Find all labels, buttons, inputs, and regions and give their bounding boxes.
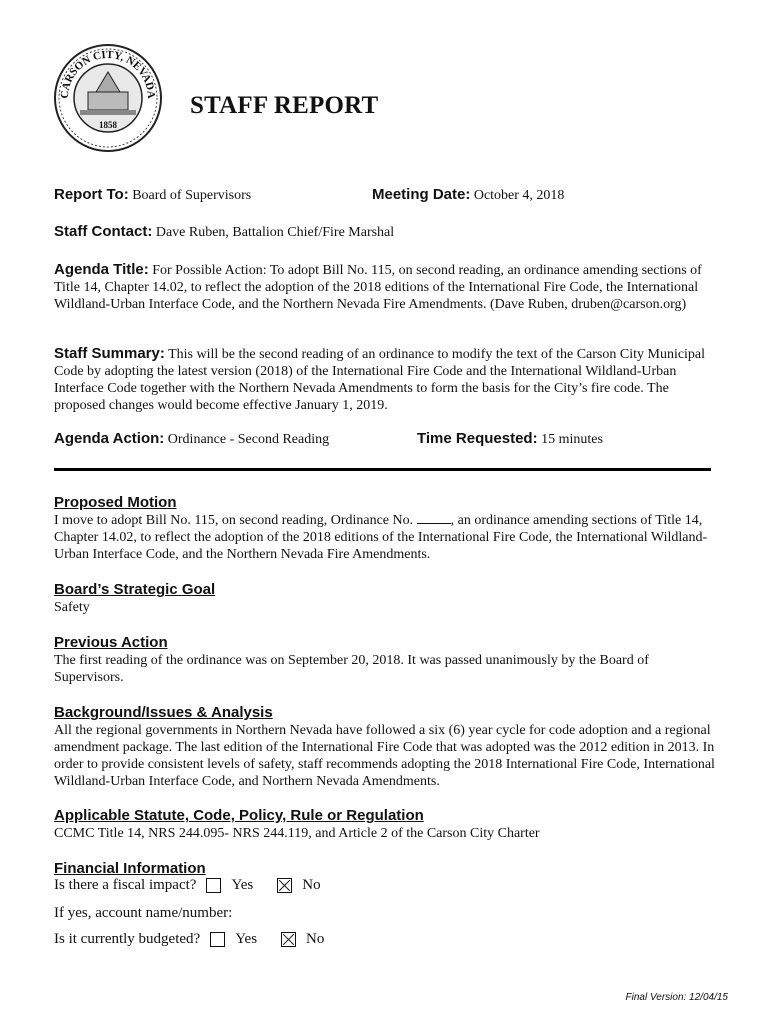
time-requested-label: Time Requested: bbox=[417, 430, 538, 447]
motion-text-end: , an ordinance amending sections of Title 14, Chapter 14.02, to reflect the adoption of the 2018 editions of the International Fire Code, the International Wildland-Urban Interface Code, and the Northern Nevada Fire Amendments. bbox=[54, 513, 708, 562]
staff-summary-block bbox=[54, 345, 716, 414]
agenda-title-value: For Possible Action: To adopt Bill No. 115, on second reading, an ordinance amending sections of Title 14, Chapter 14.02, to reflect the adoption of the 2018 editions of the International Fire Code, the International Wildland-Urban Interface Code, and the Northern Nevada Fire Amendments. (Dave Ruben, druben@carson.org) bbox=[54, 263, 702, 312]
budgeted-no-checkbox[interactable] bbox=[281, 932, 296, 947]
proposed-motion-section bbox=[54, 494, 716, 563]
staff-contact-row bbox=[54, 223, 394, 241]
staff-contact-value: Dave Ruben, Battalion Chief/Fire Marshal bbox=[155, 225, 395, 240]
statute-heading: Applicable Statute, Code, Policy, Rule or Regulation bbox=[54, 807, 424, 824]
previous-action-heading: Previous Action bbox=[54, 634, 168, 651]
agenda-title-block bbox=[54, 261, 716, 313]
budgeted-label: Is it currently budgeted? bbox=[54, 931, 201, 947]
agenda-action-row bbox=[54, 430, 329, 448]
time-requested-value: 15 minutes bbox=[541, 432, 603, 447]
background-section bbox=[54, 704, 716, 790]
financial-heading: Financial Information bbox=[54, 860, 206, 877]
strategic-goal-text: Safety bbox=[54, 600, 90, 615]
staff-contact-label: Staff Contact: bbox=[54, 223, 153, 240]
proposed-motion-text bbox=[54, 512, 716, 563]
meeting-date-label: Meeting Date: bbox=[372, 186, 471, 203]
statute-text: CCMC Title 14, NRS 244.095- NRS 244.119, and Article 2 of the Carson City Charter bbox=[54, 826, 540, 841]
fiscal-impact-yes-checkbox[interactable] bbox=[206, 878, 221, 893]
account-label: If yes, account name/number: bbox=[54, 905, 233, 921]
budgeted-yes-checkbox[interactable] bbox=[210, 932, 225, 947]
ordinance-number-blank bbox=[417, 523, 451, 524]
staff-summary-label: Staff Summary: bbox=[54, 345, 165, 362]
agenda-action-value: Ordinance - Second Reading bbox=[167, 432, 330, 447]
statute-section bbox=[54, 807, 716, 842]
fiscal-impact-no-checkbox[interactable] bbox=[277, 878, 292, 893]
budgeted-question bbox=[54, 931, 324, 948]
svg-text:1858: 1858 bbox=[99, 120, 117, 130]
fiscal-impact-no-label: No bbox=[302, 877, 321, 893]
fiscal-impact-label: Is there a fiscal impact? bbox=[54, 877, 197, 893]
strategic-goal-heading: Board’s Strategic Goal bbox=[54, 581, 216, 598]
strategic-goal-section bbox=[54, 581, 716, 616]
background-text: All the regional governments in Northern Nevada have followed a six (6) year cycle for code adoption and a regional amendment package. The last edition of the International Fire Code that was adopted was the 2012 edition in 2013. In order to provide consistent levels of safety, staff recommends adopting the 2018 International Fire Code, International Wildland-Urban Interface Code, and Northern Nevada Amendments. bbox=[54, 723, 715, 789]
account-line bbox=[54, 905, 232, 922]
financial-section bbox=[54, 860, 716, 878]
budgeted-no-label: No bbox=[306, 931, 325, 947]
meeting-date-row bbox=[372, 186, 564, 204]
city-seal-logo bbox=[52, 42, 164, 154]
agenda-title-label: Agenda Title: bbox=[54, 261, 149, 278]
previous-action-text: The first reading of the ordinance was on September 20, 2018. It was passed unanimously by the Board of Supervisors. bbox=[54, 653, 649, 685]
time-requested-row bbox=[417, 430, 603, 448]
motion-text-start: I move to adopt Bill No. 115, on second reading, Ordinance No. bbox=[54, 513, 417, 528]
svg-text:CARSON CITY, NEVADA: CARSON CITY, NEVADA bbox=[58, 48, 158, 100]
report-to-row bbox=[54, 186, 251, 204]
staff-summary-value: This will be the second reading of an ordinance to modify the text of the Carson City Municipal Code by adopting the latest version (2018) of the International Fire Code and the International Wildland-Urban Interface Code together with the Northern Nevada Amendments to form the basis for the City’s fire code. The proposed changes would become effective January 1, 2019. bbox=[54, 347, 706, 413]
agenda-action-label: Agenda Action: bbox=[54, 430, 165, 447]
report-to-value: Board of Supervisors bbox=[132, 188, 252, 203]
fiscal-impact-question bbox=[54, 877, 321, 894]
report-to-label: Report To: bbox=[54, 186, 129, 203]
footer-version: Final Version: 12/04/15 bbox=[625, 992, 728, 1003]
page-title: STAFF REPORT bbox=[190, 92, 379, 119]
background-heading: Background/Issues & Analysis bbox=[54, 704, 273, 721]
previous-action-section bbox=[54, 634, 716, 686]
fiscal-impact-yes-label: Yes bbox=[231, 877, 254, 893]
section-divider bbox=[54, 468, 711, 471]
meeting-date-value: October 4, 2018 bbox=[473, 188, 565, 203]
budgeted-yes-label: Yes bbox=[235, 931, 258, 947]
proposed-motion-heading: Proposed Motion bbox=[54, 494, 177, 511]
